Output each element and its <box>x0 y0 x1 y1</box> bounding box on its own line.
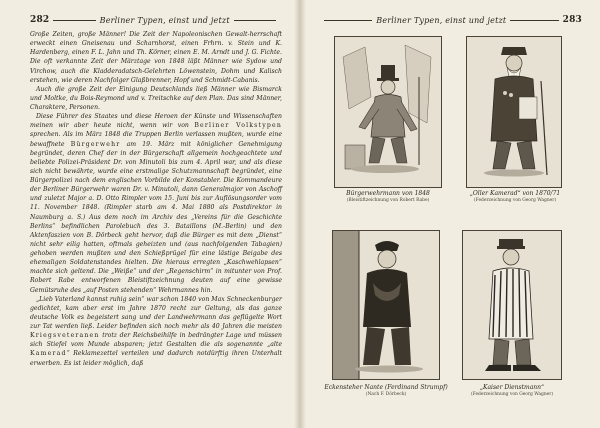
body-paragraph <box>30 85 282 112</box>
figure-frame <box>332 230 440 380</box>
right-running-title: Berliner Typen, einst und jetzt <box>376 15 507 25</box>
paragraph-text: „Lieb Vaterland kannst ruhig sein“ war schon 1840 von Max Schneckenburger gedichtet, kam aber erst im Jahre 1870 recht zur Geltung, als das ganze deutsche Volk es begeistert sang und der Landwehrmann das geflügelte Wort zur Tat werden ließ. Leider befinden sich noch mehr als 40 Jahren die meisten <box>30 295 282 330</box>
body-paragraph <box>30 112 282 295</box>
eckensteher-nante-illustration <box>333 231 439 379</box>
left-running-title: Berliner Typen, einst und jetzt <box>99 15 230 25</box>
spaced-emphasis-text: Kriegsveteranen <box>30 332 100 340</box>
credit-figure-3: (Nach F. Dörbeck) <box>365 392 407 397</box>
paragraph-text: “ Reklamezettel verteilen und dadurch notdürftig ihren Unterhalt erwerben. Es ist leider möglich, daß <box>30 350 282 367</box>
caption-figure-3: Eckensteher Nante (Ferdinand Strumpf) <box>324 384 448 391</box>
right-page <box>300 0 600 428</box>
caption-figure-1: Bürgerwehrmann von 1848 <box>346 190 430 197</box>
oller-kamerad-illustration <box>467 37 561 187</box>
figure-kaiser-dienstmann <box>462 230 562 378</box>
buergerwehrmann-illustration <box>335 37 441 187</box>
credit-figure-4: (Federzeichnung von Georg Wagner) <box>470 392 554 397</box>
figure-frame <box>462 230 562 380</box>
paragraph-text: Auch die große Zeit der Einigung Deutschlands ließ Männer wie Bismarck und Moltke, du Bois-Reymond und v. Treitschke auf den Plan. Das sind Männer, Charaktere, Personen. <box>30 85 282 111</box>
figure-frame <box>334 36 442 188</box>
kaiser-dienstmann-illustration <box>463 231 561 379</box>
left-page-number: 282 <box>30 15 50 25</box>
caption-figure-4: „Kaiser Dienstmann“ <box>479 384 545 391</box>
figure-oller-kamerad <box>466 36 562 186</box>
paragraph-text: sprechen. Als im März 1848 die Truppen Berlin verlassen mußten, wurde eine bewaffnete <box>30 131 282 148</box>
spaced-emphasis-text: Kamerad <box>30 350 67 358</box>
paragraph-text: Große Zeiten, große Männer! Die Zeit der Napoleonischen Gewalt-herrschaft erweckt einen Gneisenau und Scharnhorst, einen Frhrn. v. Stein und K. Hardenberg, einen F. L. Jahn und Th. Körner, einen E. M. Arndt und J. G. Fichte. Die oft verkannte Zeit der Märztage von 1848 läßt Männer wie Sydow und Virchow, auch die Kladderadatsch-Gelehrten Löwenstein, Dohm und Kalisch erstehen, wie deren Nachfolger Glaßbrenner, Hopf und Schmidt-Cabanis. <box>30 31 282 84</box>
paragraph-text: trotz der Reichsbeihilfe in bedrängter Lage und müssen sich Stiefel vom Munde absparen; jetzt Gestalten die als sogenannte „alte <box>30 332 282 349</box>
figure-frame <box>466 36 562 188</box>
body-paragraph <box>30 295 282 368</box>
figure-buergerwehrmann <box>334 36 442 186</box>
running-head-rule <box>53 20 95 21</box>
right-page-number: 283 <box>562 15 582 25</box>
running-head-rule <box>234 20 276 21</box>
left-body-text <box>30 30 282 368</box>
left-page <box>0 0 298 428</box>
body-paragraph <box>30 30 282 85</box>
credit-figure-1: (Bleistiftzeichnung von Robert Rabe) <box>346 198 430 203</box>
paragraph-text: am 19. März mit königlicher Genehmigung begründet, deren Chef der in der Bürgerschaft allgemein hochgeachtete und beliebte Polizei-Präsident Dr. von Minutoli bis zum 4. April war, und als diese sich nicht bewährte, wurde eine erstmalige Schutzmannschaft begründet, eine Bürgerpolizei nach dem englischen Vorbilde der Konstabler. Die Kommandeure der Berliner Bürgerwehr waren Dr. v. Minutoli, dann Generalmajor von Aschoff und zuletzt Major a. D. Otto Rimpler vom 15. Juni bis zur Auflösungsorder vom 11. November 1848. (Rimpler starb am 4. Mai 1880 als Postdirektor in Naumburg a. S.) Aus dem noch im Archiv des „Vereins für die Geschichte Berlins“ befindlichen Parolebuch des 3. Bataillons (M.-Berlin) und den Aktenfaszien von B. Dörbeck geht hervor, daß die Bürger es mit dem „Dienst“ nicht sehr eilig hatten, oftmals geheizten und (aus nachfolgenden Tabagien) gehoben werden mußten und den Schießprügel für eine lästige Beigabe des ehemaligen Soldatenstandes hielten. Die hieraus erregten „Kaschwehlapsen“ machte sich geltend. Die „Weiße“ und der „Regenschirm“ in mitunter von Prof. Robert Rabe entworfenen Bleistiftzeichnung deuten auf eine gewisse Gemütsruhe des „auf Posten stehenden“ Wehrmannes hin. <box>30 140 282 294</box>
paragraph-text: Diese Führer des Staates und diese Heroen der Künste und Wissenschaften meinen wir aber heute nicht, wenn wir von <box>30 113 282 130</box>
caption-figure-2: „Oller Kamerad“ von 1870/71 <box>469 190 561 197</box>
spaced-emphasis-text: Berliner Volkstypen <box>194 122 282 130</box>
spaced-emphasis-text: Bürgerwehr <box>70 140 121 148</box>
figure-eckensteher-nante <box>332 230 440 378</box>
credit-figure-2: (Federzeichnung von Georg Wagner) <box>473 198 557 203</box>
running-head-rule <box>324 20 372 21</box>
running-head-rule <box>510 20 558 21</box>
left-running-head <box>30 14 280 26</box>
right-running-head <box>320 14 582 26</box>
